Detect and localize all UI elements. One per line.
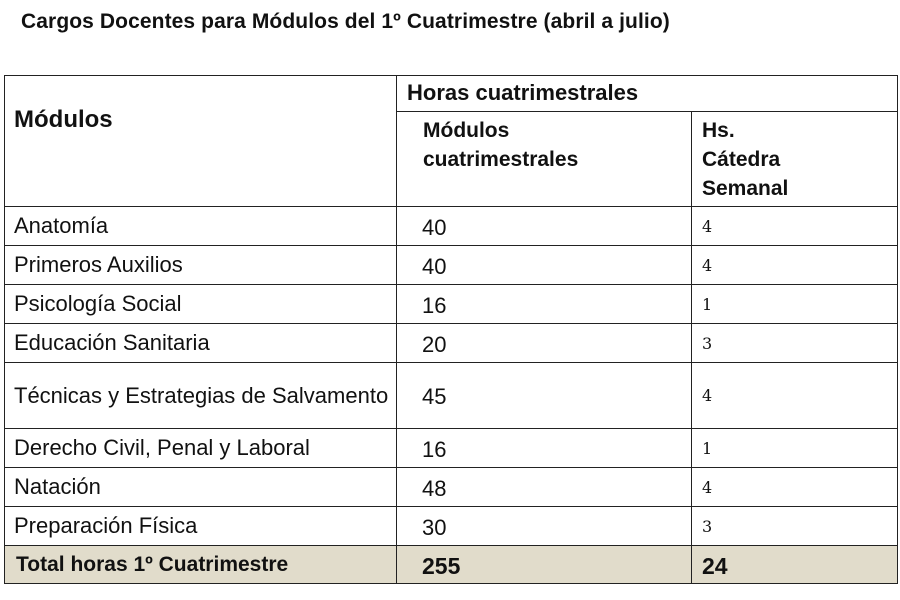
cell-hs: 4 (692, 207, 898, 246)
cell-hs: 1 (692, 429, 898, 468)
cell-horas: 40 (397, 246, 692, 285)
table-row (5, 429, 898, 468)
table-row (5, 507, 898, 546)
total-hs: 24 (692, 546, 898, 584)
table-row (5, 468, 898, 507)
cell-modulo: Preparación Física (5, 507, 397, 546)
cell-modulo: Derecho Civil, Penal y Laboral (5, 429, 397, 468)
cell-horas: 30 (397, 507, 692, 546)
table-total-row (5, 546, 898, 584)
cell-hs: 3 (692, 324, 898, 363)
cell-hs: 3 (692, 507, 898, 546)
header-modulos-cuatrimestrales (397, 112, 692, 207)
cell-horas: 48 (397, 468, 692, 507)
cell-horas: 16 (397, 285, 692, 324)
cell-hs: 4 (692, 246, 898, 285)
cell-modulo: Psicología Social (5, 285, 397, 324)
header-hs-line3: Semanal (702, 177, 789, 200)
modules-table (4, 75, 898, 584)
cell-horas: 45 (397, 363, 692, 429)
cell-modulo: Anatomía (5, 207, 397, 246)
cell-hs: 4 (692, 468, 898, 507)
total-label: Total horas 1º Cuatrimestre (5, 546, 397, 584)
header-hs-line1: Hs. (702, 119, 735, 142)
header-hs-line2: Cátedra (702, 148, 781, 171)
table-row (5, 207, 898, 246)
header-horas-cuatrimestrales: Horas cuatrimestrales (397, 76, 898, 112)
cell-hs: 1 (692, 285, 898, 324)
header-modulos-cuatrimestrales-line1: Módulos (423, 119, 510, 142)
header-modulos-cuatrimestrales-line2: cuatrimestrales (423, 148, 579, 171)
header-modulos: Módulos (5, 76, 397, 207)
total-horas: 255 (397, 546, 692, 584)
table-row (5, 285, 898, 324)
table-header-row (5, 76, 898, 112)
cell-modulo: Educación Sanitaria (5, 324, 397, 363)
cell-hs: 4 (692, 363, 898, 429)
cell-modulo: Primeros Auxilios (5, 246, 397, 285)
cell-modulo: Natación (5, 468, 397, 507)
cell-modulo: Técnicas y Estrategias de Salvamento (5, 363, 397, 429)
table-row (5, 246, 898, 285)
page-title: Cargos Docentes para Módulos del 1º Cuatrimestre (abril a julio) (21, 10, 670, 33)
table-row (5, 363, 898, 429)
header-hs-catedra-semanal (692, 112, 898, 207)
cell-horas: 16 (397, 429, 692, 468)
cell-horas: 20 (397, 324, 692, 363)
table-row (5, 324, 898, 363)
cell-horas: 40 (397, 207, 692, 246)
